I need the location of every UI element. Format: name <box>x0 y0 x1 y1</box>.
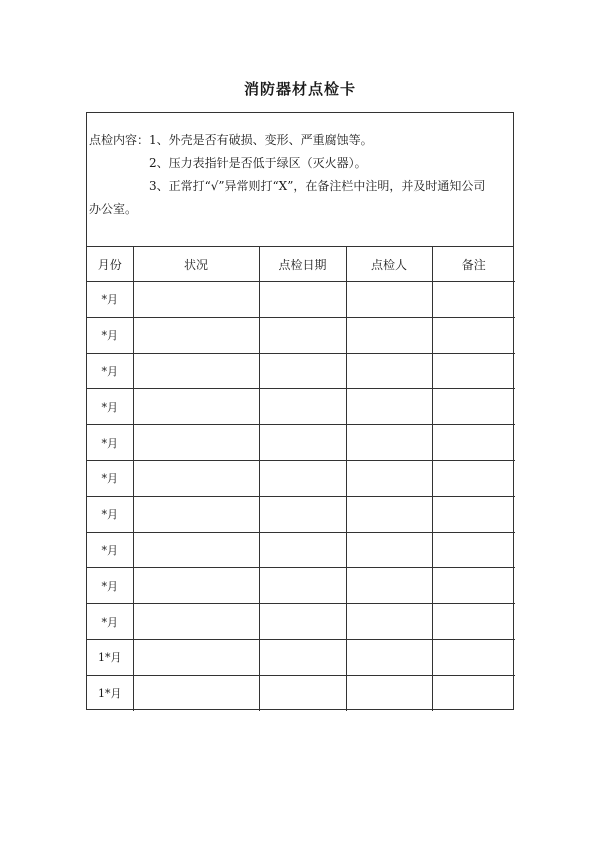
inspection-date-cell[interactable] <box>259 496 346 532</box>
inspection-date-cell[interactable] <box>259 568 346 604</box>
document-title: 消防器材点检卡 <box>243 80 356 98</box>
table-row <box>87 425 515 461</box>
inspector-cell[interactable] <box>346 496 432 532</box>
status-cell[interactable] <box>133 425 259 461</box>
inspection-date-cell[interactable] <box>259 639 346 675</box>
remarks-cell[interactable] <box>432 532 515 568</box>
instruction-line-4 <box>89 198 507 221</box>
month-cell: *月 <box>87 568 133 604</box>
table-row <box>87 317 515 353</box>
status-cell[interactable] <box>133 496 259 532</box>
inspector-cell[interactable] <box>346 353 432 389</box>
status-cell[interactable] <box>133 460 259 496</box>
month-cell: *月 <box>87 389 133 425</box>
remarks-cell[interactable] <box>432 389 515 425</box>
table-row <box>87 282 515 318</box>
header-status: 状况 <box>133 247 259 282</box>
header-remarks: 备注 <box>432 247 515 282</box>
inspector-cell[interactable] <box>346 532 432 568</box>
inspection-date-cell[interactable] <box>259 317 346 353</box>
month-cell: *月 <box>87 496 133 532</box>
inspection-card <box>86 112 514 710</box>
status-cell[interactable] <box>133 282 259 318</box>
remarks-cell[interactable] <box>432 282 515 318</box>
inspector-cell[interactable] <box>346 639 432 675</box>
table-row <box>87 532 515 568</box>
table-header-row <box>87 247 515 282</box>
month-cell: *月 <box>87 282 133 318</box>
header-month: 月份 <box>87 247 133 282</box>
status-cell[interactable] <box>133 353 259 389</box>
inspection-date-cell[interactable] <box>259 282 346 318</box>
inspector-cell[interactable] <box>346 675 432 710</box>
header-inspection-date: 点检日期 <box>259 247 346 282</box>
month-cell: 1*月 <box>87 675 133 710</box>
table-row <box>87 389 515 425</box>
instruction-line-2 <box>89 152 507 175</box>
month-cell: *月 <box>87 317 133 353</box>
inspector-cell[interactable] <box>346 282 432 318</box>
inspection-instructions <box>87 113 513 247</box>
instruction-item-2: 2、压力表指针是否低于绿区（灭火器）。 <box>149 156 367 170</box>
status-cell[interactable] <box>133 317 259 353</box>
instruction-item-1: 1、外壳是否有破损、变形、严重腐蚀等。 <box>149 133 373 147</box>
instruction-line-3 <box>89 175 507 198</box>
status-cell[interactable] <box>133 568 259 604</box>
inspector-cell[interactable] <box>346 317 432 353</box>
inspection-date-cell[interactable] <box>259 389 346 425</box>
month-cell: *月 <box>87 604 133 640</box>
month-cell: 1*月 <box>87 639 133 675</box>
inspector-cell[interactable] <box>346 604 432 640</box>
inspection-date-cell[interactable] <box>259 604 346 640</box>
inspection-table <box>87 247 515 711</box>
remarks-cell[interactable] <box>432 568 515 604</box>
month-cell: *月 <box>87 353 133 389</box>
inspection-date-cell[interactable] <box>259 425 346 461</box>
table-row <box>87 639 515 675</box>
month-cell: *月 <box>87 532 133 568</box>
remarks-cell[interactable] <box>432 353 515 389</box>
inspector-cell[interactable] <box>346 460 432 496</box>
status-cell[interactable] <box>133 604 259 640</box>
inspection-date-cell[interactable] <box>259 675 346 710</box>
instruction-wrap: 办公室。 <box>89 202 138 216</box>
status-cell[interactable] <box>133 532 259 568</box>
status-cell[interactable] <box>133 639 259 675</box>
month-cell: *月 <box>87 460 133 496</box>
status-cell[interactable] <box>133 675 259 710</box>
table-row <box>87 675 515 710</box>
inspector-cell[interactable] <box>346 425 432 461</box>
remarks-cell[interactable] <box>432 317 515 353</box>
instruction-lead: 点检内容： <box>89 133 150 147</box>
header-inspector: 点检人 <box>346 247 432 282</box>
remarks-cell[interactable] <box>432 639 515 675</box>
inspector-cell[interactable] <box>346 568 432 604</box>
status-cell[interactable] <box>133 389 259 425</box>
inspector-cell[interactable] <box>346 389 432 425</box>
inspection-date-cell[interactable] <box>259 532 346 568</box>
table-row <box>87 568 515 604</box>
remarks-cell[interactable] <box>432 675 515 710</box>
table-row <box>87 604 515 640</box>
instruction-line-1 <box>89 129 507 152</box>
remarks-cell[interactable] <box>432 496 515 532</box>
table-row <box>87 460 515 496</box>
inspection-date-cell[interactable] <box>259 460 346 496</box>
remarks-cell[interactable] <box>432 425 515 461</box>
remarks-cell[interactable] <box>432 604 515 640</box>
table-row <box>87 496 515 532</box>
inspection-date-cell[interactable] <box>259 353 346 389</box>
table-row <box>87 353 515 389</box>
remarks-cell[interactable] <box>432 460 515 496</box>
month-cell: *月 <box>87 425 133 461</box>
instruction-item-3: 3、正常打“√”异常则打“X”，在备注栏中注明，并及时通知公司 <box>149 179 486 193</box>
